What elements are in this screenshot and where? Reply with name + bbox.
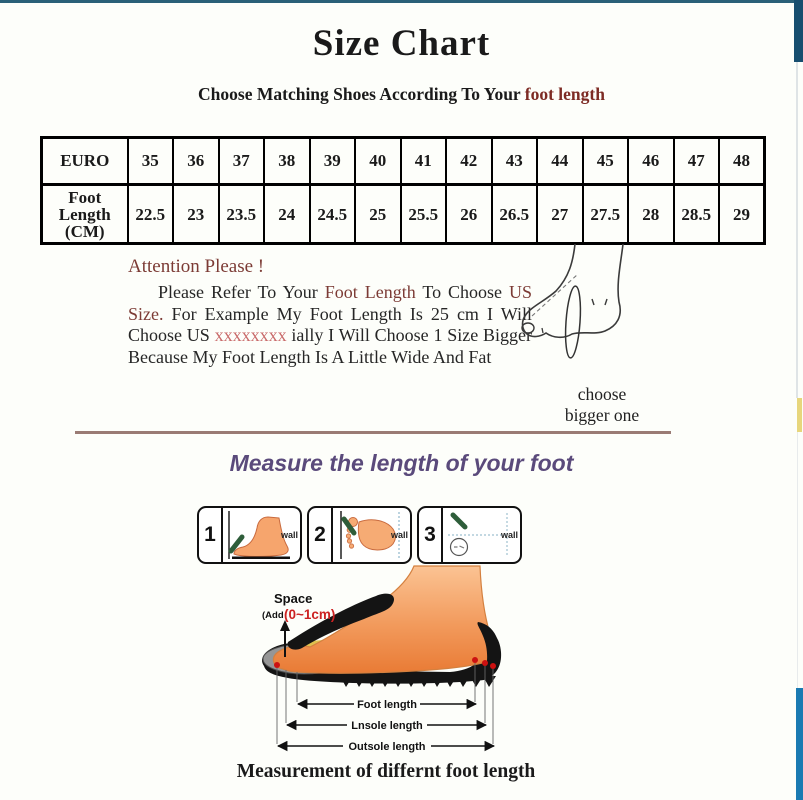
foot-measuring-tape-illustration — [520, 244, 660, 364]
section-divider — [75, 431, 671, 434]
heel-reference-dot — [482, 660, 488, 666]
wall-label: wall — [500, 530, 518, 540]
row-header-foot-length: Foot Length (CM) — [42, 185, 128, 244]
note-line: choose — [577, 384, 627, 404]
size-cell: 44 — [537, 138, 583, 185]
right-border-segment — [797, 398, 802, 432]
length-cell: 23.5 — [219, 185, 265, 244]
size-cell: 41 — [401, 138, 447, 185]
step-number: 2 — [309, 508, 333, 562]
size-cell: 40 — [355, 138, 401, 185]
size-cell: 38 — [264, 138, 310, 185]
size-cell: 46 — [628, 138, 674, 185]
space-label: Space — [274, 591, 313, 606]
step-2-illustration — [333, 508, 410, 562]
attention-accent-foot-length: Foot Length — [324, 282, 416, 302]
bottom-caption: Measurement of differnt foot length — [236, 761, 536, 782]
size-cell: 37 — [219, 138, 265, 185]
row-header-euro: EURO — [42, 138, 128, 185]
length-cell: 26.5 — [492, 185, 538, 244]
size-cell: 42 — [446, 138, 492, 185]
size-cell: 48 — [719, 138, 765, 185]
size-cell: 36 — [173, 138, 219, 185]
top-border — [0, 0, 803, 3]
length-cell: 25.5 — [401, 185, 447, 244]
subtitle-accent: foot length — [524, 84, 605, 104]
step-3-illustration — [443, 508, 520, 562]
length-cell: 24.5 — [310, 185, 356, 244]
step-number: 1 — [199, 508, 223, 562]
page-title: Size Chart — [312, 23, 491, 64]
size-table — [40, 136, 766, 245]
step-1-box — [197, 506, 302, 564]
length-cell: 22.5 — [128, 185, 174, 244]
attention-accent-us-size: US Size. — [128, 282, 533, 324]
table-row-foot-length — [42, 185, 765, 244]
size-cell: 39 — [310, 138, 356, 185]
space-range-label: (0~1cm) — [284, 607, 336, 622]
attention-text: For Example My Foot Length Is 25 cm I Will Choose US — [128, 303, 532, 345]
size-cell: 43 — [492, 138, 538, 185]
length-cell: 29 — [719, 185, 765, 244]
step-2-box — [307, 506, 412, 564]
right-border-segment — [796, 688, 803, 800]
shoe-cross-section-illustration — [250, 562, 510, 762]
subtitle — [0, 84, 803, 105]
length-cell: 28 — [628, 185, 674, 244]
size-cell: 35 — [128, 138, 174, 185]
insole-length-label: Lnsole length — [351, 720, 423, 732]
length-cell: 25 — [355, 185, 401, 244]
attention-redacted-x: xxxxxxxx — [214, 325, 287, 345]
attention-text: Please Refer To Your — [158, 282, 325, 302]
measure-section-heading: Measure the length of your foot — [229, 450, 574, 476]
attention-heading: Attention Please ! — [128, 256, 265, 277]
length-cell: 27 — [537, 185, 583, 244]
foot-length-label: Foot length — [357, 699, 417, 711]
outsole-length-label: Outsole length — [348, 741, 426, 753]
attention-block — [128, 256, 532, 368]
heel-reference-dot — [490, 663, 496, 669]
step-1-illustration — [223, 508, 300, 562]
length-cell: 23 — [173, 185, 219, 244]
step-3-box — [417, 506, 522, 564]
choose-bigger-note — [538, 384, 666, 426]
attention-text: To Choose — [415, 282, 509, 302]
table-row-euro — [42, 138, 765, 185]
attention-text: ially I Will Choose 1 Size Bigger Because My Foot Length Is A Little Wide And Fat — [128, 325, 532, 367]
note-line: bigger one — [564, 405, 640, 425]
length-cell: 26 — [446, 185, 492, 244]
length-cell: 24 — [264, 185, 310, 244]
step-number: 3 — [419, 508, 443, 562]
length-cell: 28.5 — [674, 185, 720, 244]
toe-reference-dot — [274, 662, 280, 668]
attention-paragraph — [128, 282, 532, 368]
subtitle-text: Choose Matching Shoes According To Your — [198, 84, 525, 104]
length-cell: 27.5 — [583, 185, 629, 244]
heel-reference-dot — [472, 657, 478, 663]
space-add-label: (Add — [262, 610, 284, 621]
size-cell: 47 — [674, 138, 720, 185]
size-cell: 45 — [583, 138, 629, 185]
measuring-steps — [197, 506, 522, 564]
wall-label: wall — [390, 530, 408, 540]
right-border-segment — [796, 62, 798, 398]
wall-label: wall — [280, 530, 298, 540]
